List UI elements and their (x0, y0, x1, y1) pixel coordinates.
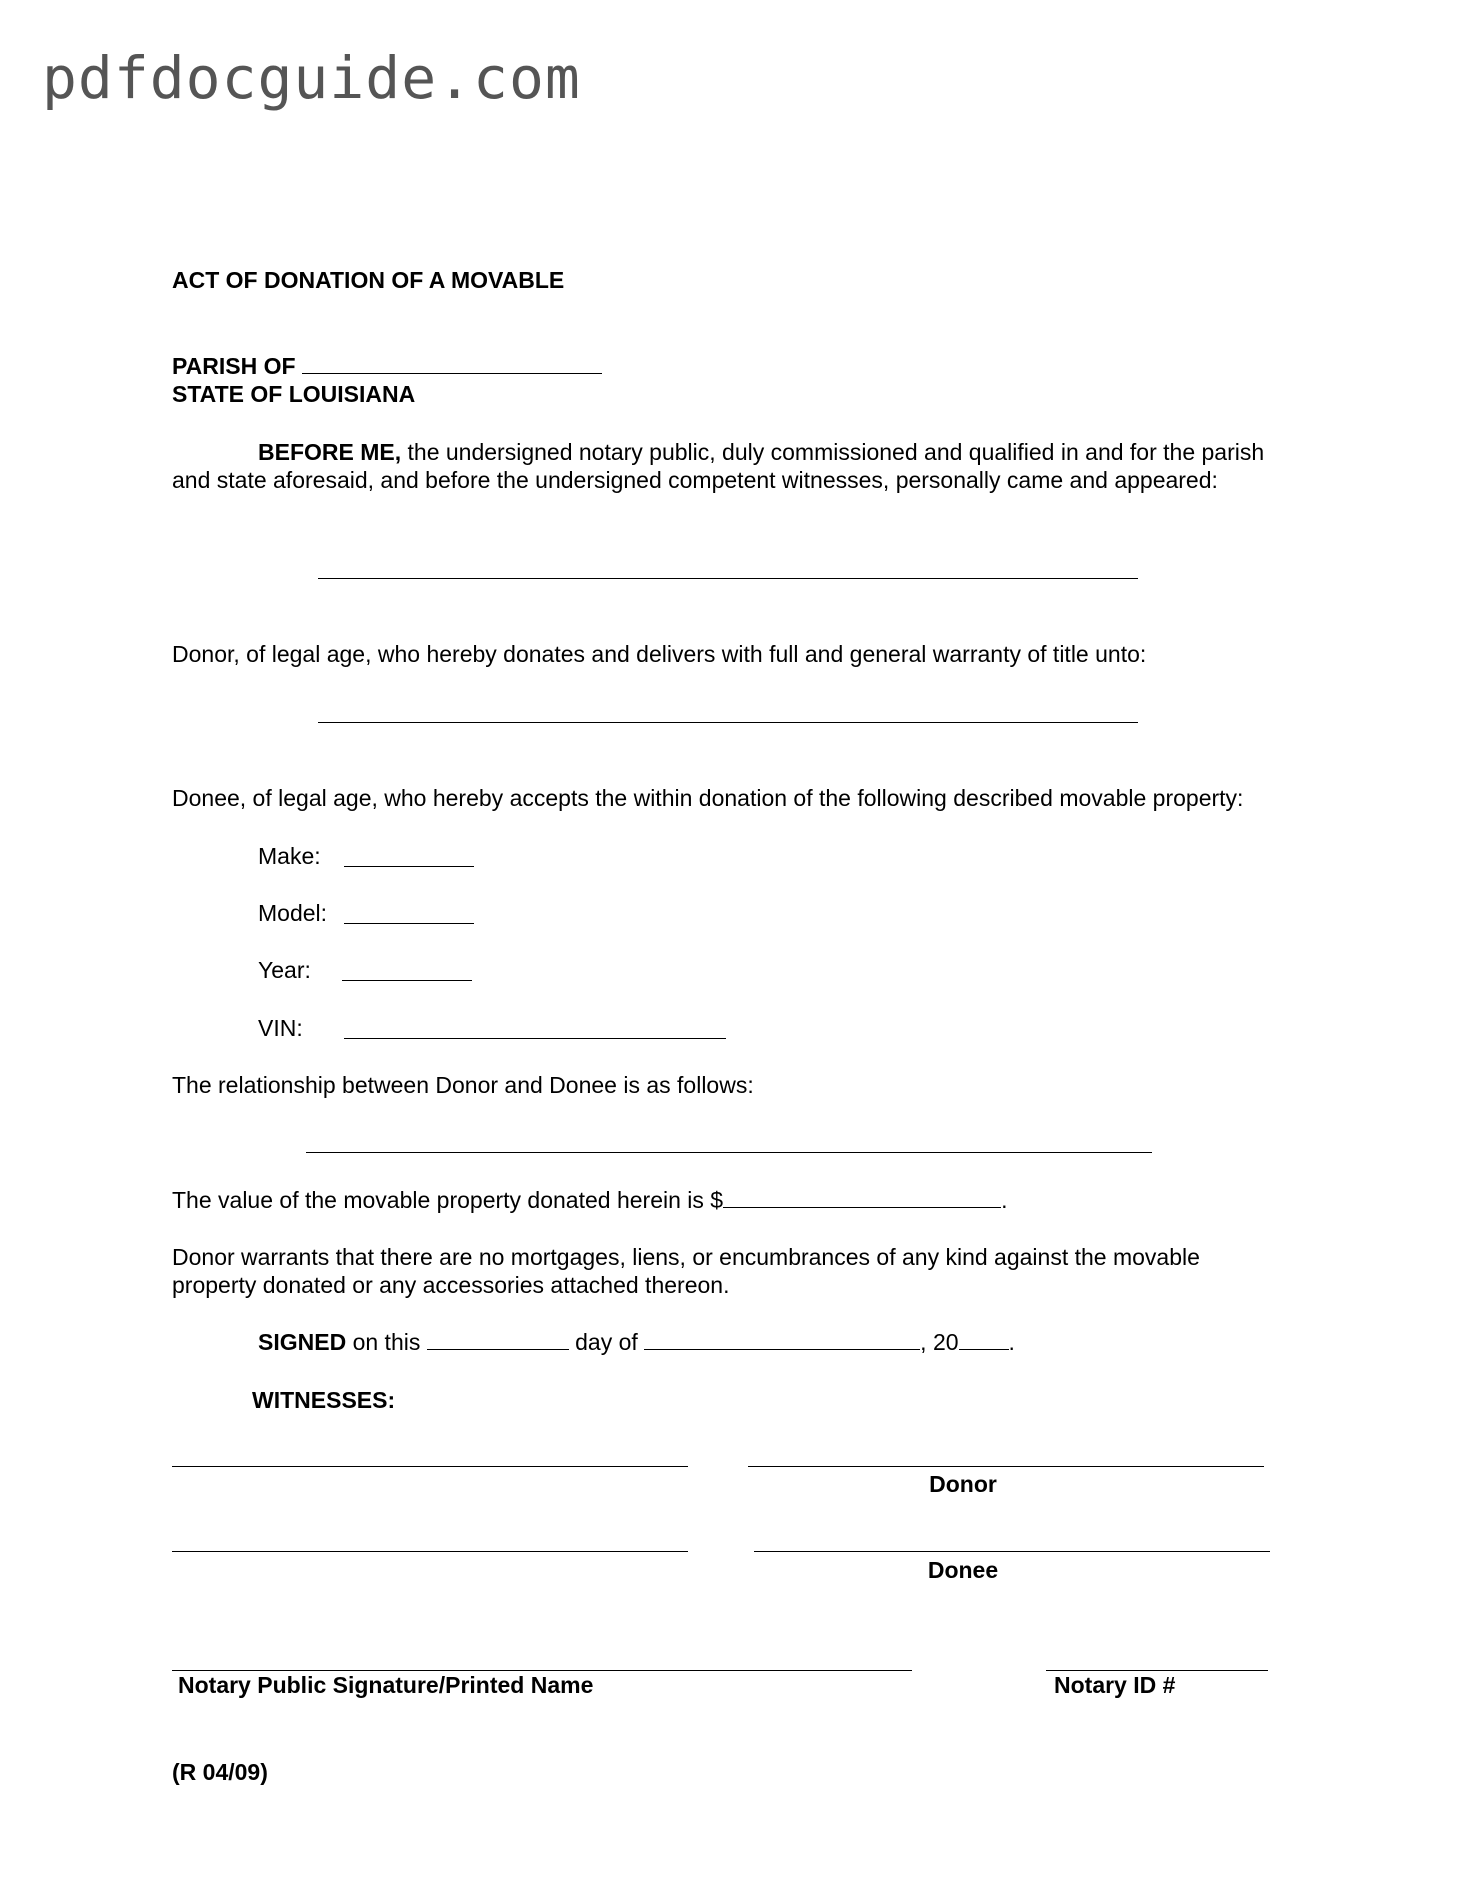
model-field[interactable] (344, 923, 474, 924)
donee-name-field[interactable] (318, 722, 1138, 723)
vin-label: VIN: (258, 1015, 303, 1041)
donor-signature-field[interactable] (748, 1466, 1264, 1467)
parish-line (172, 352, 602, 380)
donee-signature-field[interactable] (754, 1551, 1270, 1552)
signed-year-field[interactable] (959, 1329, 1009, 1350)
parish-label: PARISH OF (172, 353, 296, 379)
year-label: Year: (258, 957, 311, 983)
warranty-clause: Donor warrants that there are no mortgages, liens, or encumbrances of any kind against the movable property donated or any accessories attached thereon. (172, 1244, 1200, 1298)
signed-lead: SIGNED (258, 1329, 347, 1355)
value-clause: The value of the movable property donated herein is $ (172, 1187, 724, 1213)
donor-clause: Donor, of legal age, who hereby donates and delivers with full and general warranty of title unto: (172, 641, 1147, 667)
model-label: Model: (258, 900, 328, 926)
relationship-field[interactable] (306, 1152, 1152, 1153)
notary-id-label: Notary ID # (1054, 1672, 1176, 1698)
intro-body: the undersigned notary public, duly commissioned and qualified in and for the parish and state aforesaid, and before the undersigned competent witnesses, personally came and appeared: (172, 439, 1265, 493)
make-field[interactable] (344, 866, 474, 867)
intro-paragraph (172, 438, 1292, 494)
intro-lead: BEFORE ME, (258, 439, 402, 465)
donee-label: Donee (927, 1557, 999, 1583)
parish-field[interactable] (302, 353, 602, 374)
signed-month-field[interactable] (644, 1329, 920, 1350)
value-line: The value of the movable property donated herein is $ . (172, 1187, 1008, 1213)
witnesses-label: WITNESSES: (252, 1387, 396, 1413)
make-label: Make: (258, 843, 321, 869)
site-watermark: pdfdocguide.com (42, 44, 581, 112)
state-label: STATE OF LOUISIANA (172, 381, 416, 407)
signed-line: SIGNED on this day of , 20 . (258, 1329, 1015, 1355)
witness-1-signature-field[interactable] (172, 1466, 688, 1467)
donee-clause: Donee, of legal age, who hereby accepts the within donation of the following described movable property: (172, 785, 1244, 811)
notary-signature-label: Notary Public Signature/Printed Name (178, 1672, 594, 1698)
relationship-clause: The relationship between Donor and Donee is as follows: (172, 1072, 754, 1098)
donor-label: Donor (929, 1471, 997, 1497)
vin-field[interactable] (344, 1038, 726, 1039)
revision-code: (R 04/09) (172, 1759, 268, 1785)
year-field[interactable] (342, 980, 472, 981)
signed-day-field[interactable] (427, 1329, 569, 1350)
witness-2-signature-field[interactable] (172, 1551, 688, 1552)
donor-name-field[interactable] (318, 578, 1138, 579)
document-title: ACT OF DONATION OF A MOVABLE (172, 267, 565, 293)
value-field[interactable] (723, 1187, 1001, 1208)
